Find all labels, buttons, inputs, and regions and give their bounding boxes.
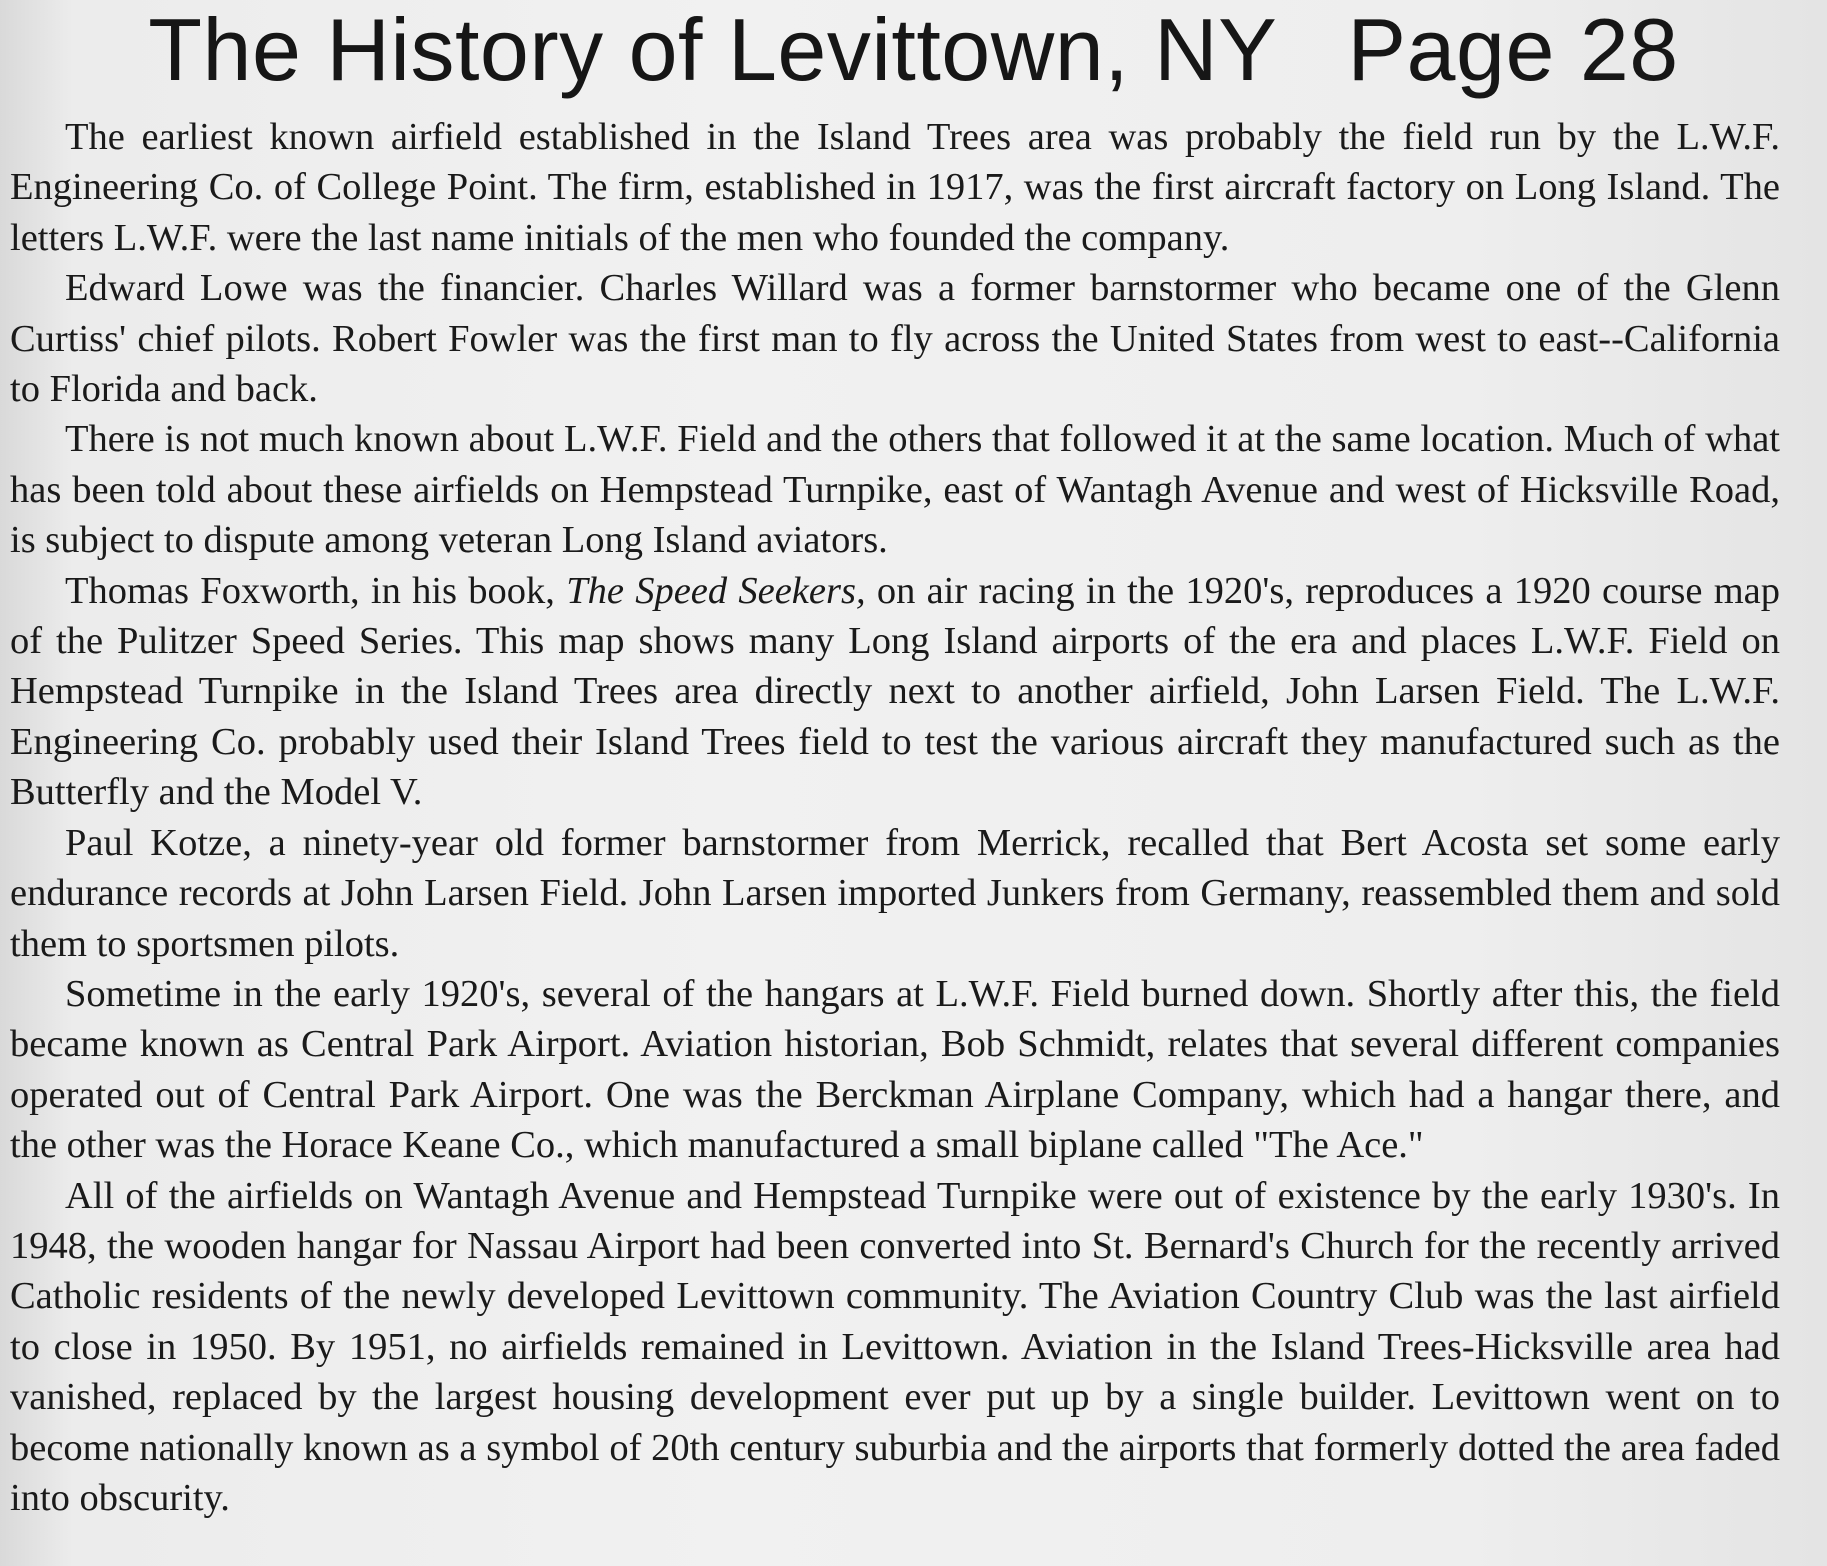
paragraph-7: All of the airfields on Wantagh Avenue and Hempstead Turnpike were out of existence by the early 1930's. In 1948, the wooden hangar for Nassau Airport had been converted into St. Bernard's Church for the recently arrived Catholic residents of the newly developed Levittown community. The Aviation Country Club was the last airfield to close in 1950. By 1951, no airfields remained in Levittown. Aviation in the Island Trees-Hicksville area had vanished, replaced by the largest housing development ever put up by a single builder. Levittown went on to become nationally known as a symbol of 20th century suburbia and the airports that formerly dotted the area faded into obscurity. (10, 1174, 1780, 1519)
paragraph-4-rest: on air racing in the 1920's, reproduces a 1920 course map of the Pulitzer Speed Series. This map shows many Long Island airports of the era and places L.W.F. Field on Hempstead Turnpike in the Island Trees area directly next to another airfield, John Larsen Field. The L.W.F. Engineering Co. probably used their Island Trees field to test the various aircraft they manufactured such as the Butterfly and the Model V. (10, 569, 1780, 814)
article-body (10, 112, 1780, 1523)
paragraph-3: There is not much known about L.W.F. Field and the others that followed it at the same location. Much of what has been told about these airfields on Hempstead Turnpike, east of Wantagh Avenue and west of Hicksville Road, is subject to dispute among veteran Long Island aviators. (10, 418, 1780, 562)
page-title: The History of Levittown, NY (148, 0, 1278, 99)
paragraph-6: Sometime in the early 1920's, several of the hangars at L.W.F. Field burned down. Shortly after this, the field became known as Central Park Airport. Aviation historian, Bob Schmidt, relates that several different companies operated out of Central Park Airport. One was the Berckman Airplane Company, which had a hangar there, and the other was the Horace Keane Co., which manufactured a small biplane called "The Ace." (10, 972, 1780, 1167)
page-header (0, 2, 1827, 98)
paragraph-5: Paul Kotze, a ninety-year old former barnstormer from Merrick, recalled that Bert Acosta set some early endurance records at John Larsen Field. John Larsen imported Junkers from Germany, reassembled them and sold them to sportsmen pilots. (10, 821, 1780, 965)
book-title: The Speed Seekers, (566, 569, 866, 612)
paragraph-2: Edward Lowe was the financier. Charles Willard was a former barnstormer who became one of the Glenn Curtiss' chief pilots. Robert Fowler was the first man to fly across the United States from west to east--California to Florida and back. (10, 267, 1780, 411)
paragraph-1: The earliest known airfield established in the Island Trees area was probably the field run by the L.W.F. Engineering Co. of College Point. The firm, established in 1917, was the first aircraft factory on Long Island. The letters L.W.F. were the last name initials of the men who founded the company. (10, 116, 1780, 259)
paragraph-4 (10, 566, 1780, 818)
paragraph-4-intro: Thomas Foxworth, in his book, (65, 569, 567, 612)
page-number-label: Page 28 (1347, 0, 1679, 99)
